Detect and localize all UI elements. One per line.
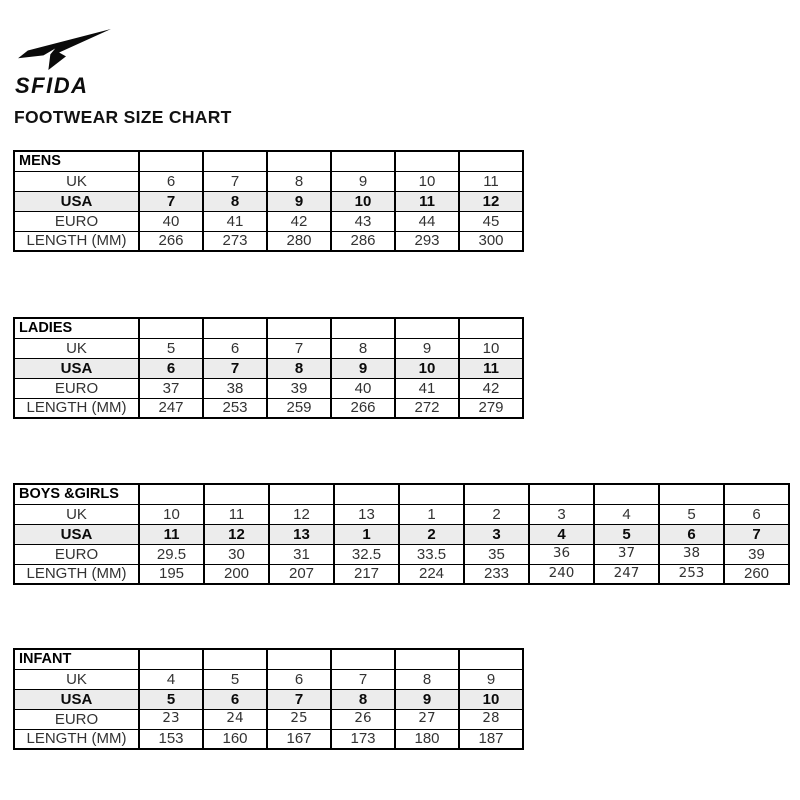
- size-cell: 12: [269, 504, 334, 524]
- size-table-ladies: [13, 317, 524, 419]
- size-cell: 266: [139, 231, 203, 251]
- size-cell: 247: [594, 564, 659, 584]
- empty-header-cell: [203, 151, 267, 171]
- size-cell: 1: [334, 524, 399, 544]
- size-cell: 207: [269, 564, 334, 584]
- size-cell: 37: [139, 378, 203, 398]
- size-cell: 253: [203, 398, 267, 418]
- size-cell: 45: [459, 211, 523, 231]
- size-cell: 38: [659, 544, 724, 564]
- size-table-mens: [13, 150, 524, 252]
- size-cell: 5: [139, 338, 203, 358]
- empty-header-cell: [203, 318, 267, 338]
- size-cell: 25: [267, 709, 331, 729]
- row-label: USA: [14, 524, 139, 544]
- size-cell: 280: [267, 231, 331, 251]
- empty-header-cell: [334, 484, 399, 504]
- size-cell: 300: [459, 231, 523, 251]
- empty-header-cell: [204, 484, 269, 504]
- size-cell: 6: [659, 524, 724, 544]
- row-label: USA: [14, 358, 139, 378]
- empty-header-cell: [267, 318, 331, 338]
- size-cell: 2: [464, 504, 529, 524]
- size-cell: 8: [395, 669, 459, 689]
- size-cell: 32.5: [334, 544, 399, 564]
- size-cell: 10: [331, 191, 395, 211]
- size-table-infant: [13, 648, 524, 750]
- size-cell: 9: [331, 358, 395, 378]
- size-cell: 40: [139, 211, 203, 231]
- row-label: LENGTH (MM): [14, 231, 139, 251]
- size-cell: 7: [139, 191, 203, 211]
- size-cell: 10: [395, 358, 459, 378]
- size-cell: 9: [395, 338, 459, 358]
- size-cell: 7: [724, 524, 789, 544]
- size-table-boys-girls: [13, 483, 790, 585]
- size-cell: 3: [529, 504, 594, 524]
- size-cell: 217: [334, 564, 399, 584]
- size-cell: 272: [395, 398, 459, 418]
- empty-header-cell: [659, 484, 724, 504]
- size-cell: 6: [203, 338, 267, 358]
- size-cell: 43: [331, 211, 395, 231]
- row-label: USA: [14, 191, 139, 211]
- size-cell: 3: [464, 524, 529, 544]
- row-label: UK: [14, 171, 139, 191]
- size-cell: 10: [395, 171, 459, 191]
- size-cell: 12: [459, 191, 523, 211]
- size-cell: 4: [529, 524, 594, 544]
- size-cell: 273: [203, 231, 267, 251]
- size-cell: 7: [267, 338, 331, 358]
- size-cell: 253: [659, 564, 724, 584]
- size-cell: 42: [267, 211, 331, 231]
- row-label: LENGTH (MM): [14, 564, 139, 584]
- size-cell: 10: [139, 504, 204, 524]
- size-cell: 13: [269, 524, 334, 544]
- size-cell: 2: [399, 524, 464, 544]
- table-title: INFANT: [14, 649, 139, 669]
- row-label: LENGTH (MM): [14, 729, 139, 749]
- size-cell: 7: [331, 669, 395, 689]
- size-cell: 6: [139, 358, 203, 378]
- size-cell: 7: [203, 358, 267, 378]
- row-label: UK: [14, 504, 139, 524]
- brand-name: SFIDA: [15, 73, 89, 98]
- empty-header-cell: [724, 484, 789, 504]
- row-label: LENGTH (MM): [14, 398, 139, 418]
- size-cell: 8: [203, 191, 267, 211]
- size-cell: 27: [395, 709, 459, 729]
- size-cell: 9: [267, 191, 331, 211]
- size-cell: 8: [267, 171, 331, 191]
- size-cell: 11: [139, 524, 204, 544]
- empty-header-cell: [139, 318, 203, 338]
- size-cell: 31: [269, 544, 334, 564]
- size-cell: 8: [331, 689, 395, 709]
- empty-header-cell: [395, 649, 459, 669]
- size-cell: 8: [331, 338, 395, 358]
- size-cell: 233: [464, 564, 529, 584]
- empty-header-cell: [267, 151, 331, 171]
- size-cell: 35: [464, 544, 529, 564]
- size-cell: 180: [395, 729, 459, 749]
- size-cell: 8: [267, 358, 331, 378]
- size-cell: 259: [267, 398, 331, 418]
- size-cell: 7: [267, 689, 331, 709]
- row-label: EURO: [14, 211, 139, 231]
- size-cell: 10: [459, 338, 523, 358]
- row-label: UK: [14, 669, 139, 689]
- size-cell: 279: [459, 398, 523, 418]
- size-cell: 4: [139, 669, 203, 689]
- empty-header-cell: [331, 318, 395, 338]
- size-cell: 26: [331, 709, 395, 729]
- empty-header-cell: [395, 151, 459, 171]
- size-cell: 28: [459, 709, 523, 729]
- size-cell: 11: [395, 191, 459, 211]
- sfida-bolt-icon: [15, 28, 115, 72]
- size-cell: 38: [203, 378, 267, 398]
- size-cell: 29.5: [139, 544, 204, 564]
- size-cell: 33.5: [399, 544, 464, 564]
- size-cell: 6: [267, 669, 331, 689]
- size-cell: 240: [529, 564, 594, 584]
- row-label: USA: [14, 689, 139, 709]
- size-cell: 4: [594, 504, 659, 524]
- size-cell: 13: [334, 504, 399, 524]
- table-title: BOYS &GIRLS: [14, 484, 139, 504]
- size-cell: 11: [459, 358, 523, 378]
- size-cell: 36: [529, 544, 594, 564]
- size-cell: 224: [399, 564, 464, 584]
- size-cell: 7: [203, 171, 267, 191]
- sfida-logo: [15, 28, 115, 99]
- empty-header-cell: [139, 649, 203, 669]
- size-cell: 1: [399, 504, 464, 524]
- size-cell: 9: [331, 171, 395, 191]
- size-cell: 10: [459, 689, 523, 709]
- size-cell: 173: [331, 729, 395, 749]
- size-cell: 40: [331, 378, 395, 398]
- size-cell: 11: [204, 504, 269, 524]
- size-cell: 6: [203, 689, 267, 709]
- size-cell: 39: [724, 544, 789, 564]
- size-cell: 9: [459, 669, 523, 689]
- size-cell: 6: [724, 504, 789, 524]
- size-cell: 41: [203, 211, 267, 231]
- row-label: EURO: [14, 544, 139, 564]
- empty-header-cell: [267, 649, 331, 669]
- size-cell: 12: [204, 524, 269, 544]
- size-cell: 23: [139, 709, 203, 729]
- size-cell: 260: [724, 564, 789, 584]
- size-cell: 5: [659, 504, 724, 524]
- size-cell: 247: [139, 398, 203, 418]
- empty-header-cell: [203, 649, 267, 669]
- size-cell: 11: [459, 171, 523, 191]
- size-cell: 6: [139, 171, 203, 191]
- size-cell: 41: [395, 378, 459, 398]
- page-title: FOOTWEAR SIZE CHART: [14, 107, 232, 127]
- empty-header-cell: [459, 318, 523, 338]
- size-cell: 39: [267, 378, 331, 398]
- size-cell: 5: [594, 524, 659, 544]
- size-cell: 293: [395, 231, 459, 251]
- empty-header-cell: [331, 151, 395, 171]
- row-label: EURO: [14, 378, 139, 398]
- size-cell: 153: [139, 729, 203, 749]
- row-label: UK: [14, 338, 139, 358]
- size-cell: 9: [395, 689, 459, 709]
- empty-header-cell: [139, 151, 203, 171]
- size-cell: 286: [331, 231, 395, 251]
- table-title: MENS: [14, 151, 139, 171]
- empty-header-cell: [459, 151, 523, 171]
- size-cell: 195: [139, 564, 204, 584]
- empty-header-cell: [395, 318, 459, 338]
- empty-header-cell: [459, 649, 523, 669]
- table-title: LADIES: [14, 318, 139, 338]
- empty-header-cell: [139, 484, 204, 504]
- size-cell: 30: [204, 544, 269, 564]
- size-cell: 167: [267, 729, 331, 749]
- size-cell: 24: [203, 709, 267, 729]
- empty-header-cell: [529, 484, 594, 504]
- size-cell: 44: [395, 211, 459, 231]
- empty-header-cell: [594, 484, 659, 504]
- row-label: EURO: [14, 709, 139, 729]
- empty-header-cell: [331, 649, 395, 669]
- size-cell: 187: [459, 729, 523, 749]
- empty-header-cell: [464, 484, 529, 504]
- size-cell: 42: [459, 378, 523, 398]
- size-cell: 266: [331, 398, 395, 418]
- size-cell: 5: [139, 689, 203, 709]
- empty-header-cell: [399, 484, 464, 504]
- size-cell: 160: [203, 729, 267, 749]
- size-cell: 37: [594, 544, 659, 564]
- size-cell: 5: [203, 669, 267, 689]
- size-cell: 200: [204, 564, 269, 584]
- empty-header-cell: [269, 484, 334, 504]
